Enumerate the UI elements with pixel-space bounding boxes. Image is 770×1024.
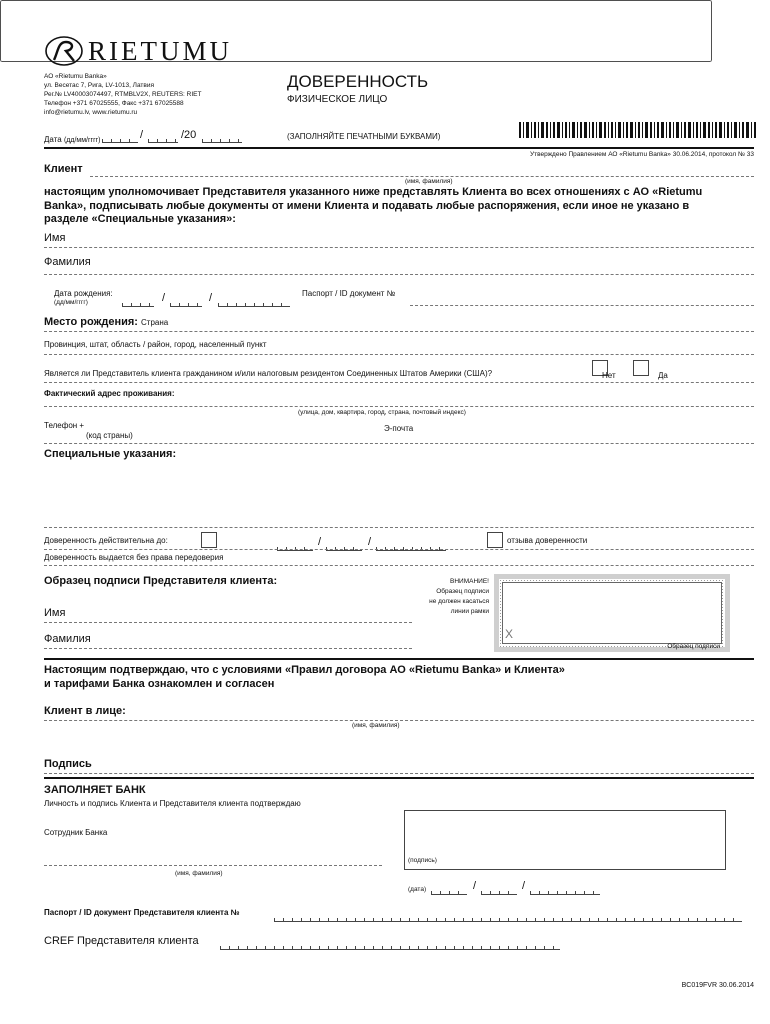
bank-signature-box[interactable] [404,810,726,870]
signature-warning-2: Образец подписи [436,588,489,595]
date-year-prefix: /20 [181,129,197,141]
address-hint: (улица, дом, квартира, город, страна, почтовый индекс) [298,409,466,416]
barcode-icon [519,122,759,138]
bank-passport-label: Паспорт / ID документ Представителя клиента № [44,908,240,917]
birthplace-line [44,331,754,332]
bank-info-line2: ул. Весетас 7, Рига, LV-1013, Латвия [44,82,154,89]
document-title: ДОВЕРЕННОСТЬ [287,72,429,91]
address-input[interactable] [200,387,750,400]
signature-first-name-line [44,622,412,623]
bank-cref-label: CREF Представителя клиента [44,935,199,947]
confirm-text-2: и тарифами Банка ознакомлен и согласен [44,678,275,690]
date-slash-1: / [140,129,144,141]
rep-last-name-label: Фамилия [44,256,91,268]
bank-employee-input[interactable] [44,846,374,859]
approved-note: Утверждено Правлением АО «Rietumu Banka» 30.06.2014, протокол № 33 [529,151,754,158]
signature-last-name-input[interactable] [110,633,405,646]
birth-date-hint: (дд/мм/гггг) [54,299,88,306]
date-year-field[interactable] [202,135,242,143]
bank-confirm-text: Личность и подпись Клиента и Представителя клиента подтверждаю [44,799,301,808]
rep-first-name-label: Имя [44,232,66,244]
bank-date-slash-2: / [522,880,526,892]
client-name-input[interactable] [100,163,740,176]
footer-code: BC019FVR 30.06.2014 [681,982,754,989]
us-yes-checkbox[interactable] [633,360,649,376]
client-name-hint: (имя, фамилия) [405,178,453,185]
birth-month-field[interactable] [170,299,202,307]
client-name-line [90,176,754,177]
address-label: Фактический адрес проживания: [44,389,175,398]
email-label: Э-почта [384,424,414,433]
document-subtitle: ФИЗИЧЕСКОЕ ЛИЦО [287,94,388,105]
no-delegation-text: Доверенность выдается без права передоверия [44,553,224,562]
valid-slash-2: / [368,536,372,548]
bank-cref-field[interactable] [220,942,560,950]
signature-last-name-line [44,648,412,649]
signature-warning-4: линии рамки [450,608,489,615]
birthplace-label: Место рождения: Страна [44,316,169,328]
bank-info-line1: АО «Rietumu Banka» [44,73,107,80]
us-question: Является ли Представитель клиента гражданином и/или налоговым резидентом Соединенных Штатов Америки (США)? [44,369,493,378]
signature-first-name-input[interactable] [90,607,405,620]
phone-country-code-hint: (код страны) [86,431,133,440]
bank-date-day-field[interactable] [431,887,467,895]
valid-until-label: Доверенность действительна до: [44,536,168,545]
bank-date-slash-1: / [473,880,477,892]
valid-until-checkbox[interactable] [201,532,217,548]
client-label: Клиент [44,163,83,175]
rep-last-name-line [44,274,754,275]
bank-employee-line [44,865,382,866]
bank-info-line4: Телефон +371 67025555, Факс +371 67025588 [44,100,184,107]
birth-slash-2: / [209,292,213,304]
date-day-field[interactable] [102,135,138,143]
rietumu-emblem-icon [44,34,84,68]
valid-line [44,549,754,550]
signature-sample-caption: Образец подписи [667,643,720,650]
revocation-checkbox[interactable] [487,532,503,548]
province-label: Провинция, штат, область / район, город, населенный пункт [44,340,267,349]
rep-last-name-input[interactable] [110,256,750,270]
revocation-label: отзыва доверенности [507,536,588,545]
signature-label: Подпись [44,758,92,770]
bank-title: ЗАПОЛНЯЕТ БАНК [44,784,146,796]
us-no-label: Нет [602,371,616,380]
passport-input[interactable] [420,287,750,300]
bank-date-month-field[interactable] [481,887,517,895]
signature-line [44,773,754,774]
signature-sample-title: Образец подписи Представителя клиента: [44,575,278,587]
bank-info-line3: Рег.№ LV40003074497, RTMBLV2X, REUTERS: RIET [44,91,202,98]
us-line [44,382,754,383]
bank-date-hint: (дата) [408,886,427,893]
bank-employee-label: Сотрудник Банка [44,828,108,837]
special-line [44,527,754,528]
birth-year-field[interactable] [218,299,290,307]
confirm-rule [44,658,754,660]
bank-rule [44,777,754,779]
special-label: Специальные указания: [44,448,177,460]
date-label: Дата (дд/мм/гггг) [44,135,101,144]
brand-name: RIETUMU [88,36,232,66]
bank-passport-field[interactable] [274,914,742,922]
signature-sample-box[interactable] [494,574,730,652]
birthplace-country-input[interactable] [190,316,750,329]
signature-last-name-label: Фамилия [44,633,91,645]
passport-line [410,305,754,306]
client-person-input[interactable] [140,705,750,718]
rietumu-logo [44,34,244,68]
valid-slash-1: / [318,536,322,548]
email-input[interactable] [430,422,750,435]
date-month-field[interactable] [148,135,178,143]
signature-warning-3: не должен касаться [429,598,489,605]
rep-first-name-input[interactable] [90,231,750,245]
phone-input[interactable] [100,420,360,433]
bank-employee-hint: (имя, фамилия) [175,870,223,877]
bank-signature-hint: (подпись) [408,857,437,864]
address-line [44,406,754,407]
signature-first-name-label: Имя [44,607,66,619]
client-person-label: Клиент в лице: [44,705,126,717]
no-delegation-line [44,565,754,566]
authorization-text: настоящим уполномочивает Представителя указанного ниже представлять Клиента во всех отношениях с АО «Rietumu Banka», подписывать любые документы от имени Клиента и подавать любые распоряжения, если иное не указано в разделе «Специальные указания»: [44,186,703,225]
phone-email-line [44,443,754,444]
signature-warning-1: ВНИМАНИЕ! [450,578,489,585]
client-person-hint: (имя, фамилия) [352,722,400,729]
province-line [44,354,754,355]
passport-label: Паспорт / ID документ № [302,289,396,298]
signature-x-mark: X [505,627,514,641]
birth-date-label: Дата рождения: [54,289,113,298]
birth-slash-1: / [162,292,166,304]
bank-info-line5: info@rietumu.lv, www.rietumu.ru [44,109,138,116]
province-input[interactable] [310,339,750,352]
client-person-line [44,720,754,721]
phone-label: Телефон + [44,421,85,430]
fill-hint: (ЗАПОЛНЯЙТЕ ПЕЧАТНЫМИ БУКВАМИ) [287,132,441,141]
us-yes-label: Да [658,371,668,380]
bank-date-year-field[interactable] [530,887,600,895]
top-rule [44,147,754,149]
birth-day-field[interactable] [122,299,154,307]
confirm-text-1: Настоящим подтверждаю, что с условиями «Правил договора АО «Rietumu Banka» и Клиента» [44,664,565,676]
rep-first-name-line [44,247,754,248]
